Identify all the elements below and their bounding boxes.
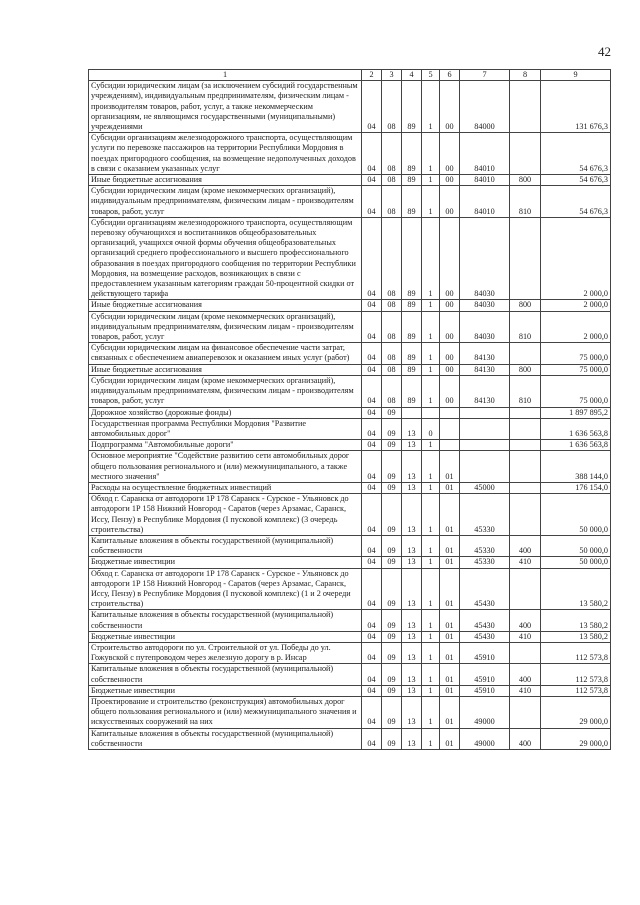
row-name: Субсидии юридическим лицам (кроме некоммерческих организаций), индивидуальным предпринимателям, физическим лицам - производителям товаров, работ, услуг	[89, 311, 362, 343]
program-code: 13	[402, 482, 422, 493]
section-code: 04	[362, 631, 382, 642]
section-code: 04	[362, 482, 382, 493]
amount-cell: 388 144,0	[541, 451, 611, 483]
expense-type-code	[510, 494, 541, 536]
table-row	[89, 407, 611, 418]
amount-cell: 54 676,3	[541, 186, 611, 218]
subsection-code: 08	[382, 186, 402, 218]
table-row	[89, 343, 611, 364]
subprogram-code: 1	[422, 300, 440, 311]
amount-cell: 50 000,0	[541, 494, 611, 536]
amount-cell: 112 573,8	[541, 685, 611, 696]
program-code: 89	[402, 133, 422, 175]
subprogram-code: 1	[422, 311, 440, 343]
row-name: Субсидии организациям железнодорожного транспорта, осуществляющим перевозку обучающихся и воспитанников общеобразовательных организаций, учащихся очной формы обучения общеобразовательных организаций среднего профессионального и высшего профессионального образования в поездах пригородного сообщения по территории Республики Мордовия, на возмещение расходов, возникающих в связи с предоставлением указанным категориям граждан 50-процентной скидки от действующего тарифа	[89, 217, 362, 300]
subprogram-code: 1	[422, 610, 440, 631]
budget-table	[88, 69, 611, 750]
subprogram-code: 1	[422, 494, 440, 536]
event-code: 00	[440, 343, 460, 364]
subsection-code: 09	[382, 696, 402, 728]
expense-type-code	[510, 568, 541, 610]
table-row	[89, 300, 611, 311]
subsection-code: 09	[382, 451, 402, 483]
row-name: Субсидии юридическим лицам (кроме некоммерческих организаций), индивидуальным предпринимателям, физическим лицам - производителям товаров, работ, услуг	[89, 375, 362, 407]
table-row	[89, 364, 611, 375]
table-row	[89, 568, 611, 610]
subprogram-code: 1	[422, 696, 440, 728]
expense-type-code	[510, 418, 541, 439]
subprogram-code: 1	[422, 364, 440, 375]
amount-cell: 1 636 563,8	[541, 440, 611, 451]
direction-code	[460, 451, 510, 483]
expense-type-code: 810	[510, 375, 541, 407]
page-number: 42	[598, 44, 611, 59]
section-code: 04	[362, 696, 382, 728]
subsection-code: 09	[382, 557, 402, 568]
amount-cell: 13 580,2	[541, 631, 611, 642]
subprogram-code: 1	[422, 685, 440, 696]
table-row	[89, 375, 611, 407]
event-code: 00	[440, 375, 460, 407]
section-code: 04	[362, 217, 382, 300]
subsection-code: 09	[382, 631, 402, 642]
row-name: Обход г. Саранска от автодороги 1Р 178 Саранск - Сурское - Ульяновск до автодороги 1Р 158 Нижний Новгород - Саратов (через Арзамас, Саранск, Иссу, Пензу) в Республике Мордовия (I пусковой комплекс) (1 и 2 очереди строительства)	[89, 568, 362, 610]
amount-cell: 112 573,8	[541, 642, 611, 663]
section-code: 04	[362, 728, 382, 749]
row-name: Капитальные вложения в объекты государственной (муниципальной) собственности	[89, 535, 362, 556]
table-row	[89, 664, 611, 685]
expense-type-code: 810	[510, 311, 541, 343]
program-code: 89	[402, 343, 422, 364]
row-name: Субсидии юридическим лицам (кроме некоммерческих организаций), индивидуальным предпринимателям, физическим лицам - производителям товаров, работ, услуг	[89, 186, 362, 218]
column-header: 2	[362, 70, 382, 81]
subprogram-code: 1	[422, 642, 440, 663]
program-code: 13	[402, 451, 422, 483]
event-code: 01	[440, 685, 460, 696]
section-code: 04	[362, 664, 382, 685]
subsection-code: 08	[382, 300, 402, 311]
expense-type-code: 800	[510, 300, 541, 311]
amount-cell: 54 676,3	[541, 133, 611, 175]
subprogram-code: 1	[422, 175, 440, 186]
subprogram-code: 1	[422, 664, 440, 685]
table-row	[89, 418, 611, 439]
table-row	[89, 610, 611, 631]
event-code: 00	[440, 217, 460, 300]
subsection-code: 08	[382, 81, 402, 133]
direction-code: 84010	[460, 186, 510, 218]
section-code: 04	[362, 557, 382, 568]
table-row	[89, 186, 611, 218]
section-code: 04	[362, 535, 382, 556]
program-code: 13	[402, 610, 422, 631]
event-code: 00	[440, 311, 460, 343]
expense-type-code	[510, 696, 541, 728]
row-name: Подпрограмма "Автомобильные дороги"	[89, 440, 362, 451]
program-code: 89	[402, 375, 422, 407]
direction-code	[460, 418, 510, 439]
row-name: Иные бюджетные ассигнования	[89, 300, 362, 311]
program-code: 13	[402, 568, 422, 610]
amount-cell: 50 000,0	[541, 535, 611, 556]
direction-code: 45000	[460, 482, 510, 493]
program-code: 13	[402, 685, 422, 696]
subsection-code: 09	[382, 642, 402, 663]
section-code: 04	[362, 343, 382, 364]
subsection-code: 08	[382, 217, 402, 300]
subprogram-code: 1	[422, 343, 440, 364]
section-code: 04	[362, 685, 382, 696]
program-code: 13	[402, 494, 422, 536]
direction-code	[460, 440, 510, 451]
direction-code: 45430	[460, 631, 510, 642]
program-code: 13	[402, 418, 422, 439]
direction-code: 49000	[460, 728, 510, 749]
amount-cell: 54 676,3	[541, 175, 611, 186]
direction-code: 45430	[460, 568, 510, 610]
direction-code: 84030	[460, 300, 510, 311]
subprogram-code: 1	[422, 440, 440, 451]
event-code: 00	[440, 364, 460, 375]
subprogram-code: 1	[422, 451, 440, 483]
subprogram-code: 1	[422, 375, 440, 407]
section-code: 04	[362, 133, 382, 175]
subsection-code: 08	[382, 133, 402, 175]
amount-cell: 75 000,0	[541, 364, 611, 375]
subprogram-code: 1	[422, 133, 440, 175]
row-name: Иные бюджетные ассигнования	[89, 175, 362, 186]
amount-cell: 176 154,0	[541, 482, 611, 493]
amount-cell: 50 000,0	[541, 557, 611, 568]
table-row	[89, 494, 611, 536]
program-code: 13	[402, 440, 422, 451]
subsection-code: 09	[382, 685, 402, 696]
subprogram-code: 0	[422, 418, 440, 439]
program-code: 89	[402, 186, 422, 218]
event-code	[440, 418, 460, 439]
expense-type-code	[510, 642, 541, 663]
subsection-code: 09	[382, 535, 402, 556]
expense-type-code: 400	[510, 664, 541, 685]
direction-code: 45330	[460, 557, 510, 568]
program-code: 13	[402, 642, 422, 663]
amount-cell: 29 000,0	[541, 728, 611, 749]
table-row	[89, 81, 611, 133]
section-code: 04	[362, 407, 382, 418]
expense-type-code: 410	[510, 631, 541, 642]
column-header: 3	[382, 70, 402, 81]
event-code: 01	[440, 664, 460, 685]
expense-type-code: 400	[510, 728, 541, 749]
column-header: 1	[89, 70, 362, 81]
event-code: 01	[440, 642, 460, 663]
subsection-code: 08	[382, 175, 402, 186]
expense-type-code: 410	[510, 557, 541, 568]
subprogram-code: 1	[422, 557, 440, 568]
amount-cell: 2 000,0	[541, 300, 611, 311]
program-code: 13	[402, 728, 422, 749]
expense-type-code	[510, 81, 541, 133]
subsection-code: 09	[382, 664, 402, 685]
table-row	[89, 696, 611, 728]
expense-type-code: 400	[510, 535, 541, 556]
event-code: 00	[440, 186, 460, 218]
subprogram-code: 1	[422, 186, 440, 218]
direction-code: 84000	[460, 81, 510, 133]
subprogram-code: 1	[422, 728, 440, 749]
row-name: Обход г. Саранска от автодороги 1Р 178 Саранск - Сурское - Ульяновск до автодороги 1Р 158 Нижний Новгород - Саратов (через Арзамас, Саранск, Иссу, Пензу) в Республике Мордовия (I пусковой комплекс) (3 очередь строительства)	[89, 494, 362, 536]
section-code: 04	[362, 451, 382, 483]
amount-cell: 1 897 895,2	[541, 407, 611, 418]
program-code: 89	[402, 364, 422, 375]
program-code: 13	[402, 557, 422, 568]
amount-cell: 112 573,8	[541, 664, 611, 685]
column-header: 5	[422, 70, 440, 81]
table-row	[89, 451, 611, 483]
event-code: 01	[440, 535, 460, 556]
section-code: 04	[362, 300, 382, 311]
event-code: 01	[440, 557, 460, 568]
row-name: Капитальные вложения в объекты государственной (муниципальной) собственности	[89, 664, 362, 685]
event-code: 00	[440, 175, 460, 186]
direction-code: 84030	[460, 311, 510, 343]
subsection-code: 09	[382, 482, 402, 493]
direction-code: 84130	[460, 375, 510, 407]
event-code: 01	[440, 451, 460, 483]
amount-cell: 75 000,0	[541, 375, 611, 407]
program-code: 13	[402, 535, 422, 556]
direction-code: 45910	[460, 685, 510, 696]
table-body	[89, 81, 611, 750]
row-name: Иные бюджетные ассигнования	[89, 364, 362, 375]
direction-code: 45330	[460, 494, 510, 536]
table-row	[89, 482, 611, 493]
subprogram-code: 1	[422, 568, 440, 610]
subsection-code: 08	[382, 343, 402, 364]
amount-cell: 131 676,3	[541, 81, 611, 133]
table-row	[89, 642, 611, 663]
subprogram-code: 1	[422, 535, 440, 556]
table-row	[89, 535, 611, 556]
subsection-code: 08	[382, 311, 402, 343]
event-code: 00	[440, 81, 460, 133]
event-code	[440, 407, 460, 418]
direction-code: 84010	[460, 133, 510, 175]
section-code: 04	[362, 186, 382, 218]
program-code: 89	[402, 217, 422, 300]
subsection-code: 09	[382, 610, 402, 631]
subsection-code: 08	[382, 364, 402, 375]
row-name: Субсидии юридическим лицам на финансовое обеспечение части затрат, связанных с обеспечением авиаперевозок и оказанием иных услуг (работ)	[89, 343, 362, 364]
section-code: 04	[362, 375, 382, 407]
section-code: 04	[362, 364, 382, 375]
event-code: 01	[440, 568, 460, 610]
direction-code: 45430	[460, 610, 510, 631]
direction-code: 84010	[460, 175, 510, 186]
event-code: 01	[440, 631, 460, 642]
subsection-code: 09	[382, 728, 402, 749]
amount-cell: 2 000,0	[541, 217, 611, 300]
amount-cell: 75 000,0	[541, 343, 611, 364]
subprogram-code	[422, 407, 440, 418]
row-name: Основное мероприятие "Содействие развитию сети автомобильных дорог общего пользования регионального и (или) межмуниципального, а также местного значения"	[89, 451, 362, 483]
amount-cell: 13 580,2	[541, 610, 611, 631]
direction-code: 84130	[460, 364, 510, 375]
section-code: 04	[362, 568, 382, 610]
section-code: 04	[362, 610, 382, 631]
column-header: 8	[510, 70, 541, 81]
subprogram-code: 1	[422, 482, 440, 493]
event-code: 01	[440, 610, 460, 631]
expense-type-code	[510, 343, 541, 364]
column-header: 4	[402, 70, 422, 81]
expense-type-code: 800	[510, 175, 541, 186]
expense-type-code	[510, 407, 541, 418]
row-name: Дорожное хозяйство (дорожные фонды)	[89, 407, 362, 418]
subprogram-code: 1	[422, 81, 440, 133]
section-code: 04	[362, 81, 382, 133]
direction-code	[460, 407, 510, 418]
amount-cell: 13 580,2	[541, 568, 611, 610]
subprogram-code: 1	[422, 631, 440, 642]
program-code: 89	[402, 300, 422, 311]
table-row	[89, 631, 611, 642]
direction-code: 84030	[460, 217, 510, 300]
direction-code: 49000	[460, 696, 510, 728]
row-name: Расходы на осуществление бюджетных инвестиций	[89, 482, 362, 493]
subsection-code: 09	[382, 440, 402, 451]
table-row	[89, 175, 611, 186]
program-code: 89	[402, 311, 422, 343]
section-code: 04	[362, 642, 382, 663]
program-code: 89	[402, 175, 422, 186]
row-name: Государственная программа Республики Мордовия "Развитие автомобильных дорог"	[89, 418, 362, 439]
row-name: Субсидии юридическим лицам (за исключением субсидий государственным учреждениям), индивидуальным предпринимателям, физическим лицам - производителям товаров, работ, услуг, а также некоммерческим организациям, не являющимся государственными (муниципальными) учреждениями	[89, 81, 362, 133]
direction-code: 84130	[460, 343, 510, 364]
section-code: 04	[362, 494, 382, 536]
section-code: 04	[362, 311, 382, 343]
column-header: 9	[541, 70, 611, 81]
program-code: 13	[402, 696, 422, 728]
expense-type-code	[510, 440, 541, 451]
expense-type-code	[510, 217, 541, 300]
event-code: 00	[440, 133, 460, 175]
table-row	[89, 440, 611, 451]
program-code	[402, 407, 422, 418]
direction-code: 45910	[460, 642, 510, 663]
row-name: Капитальные вложения в объекты государственной (муниципальной) собственности	[89, 728, 362, 749]
expense-type-code	[510, 451, 541, 483]
expense-type-code: 410	[510, 685, 541, 696]
column-header: 7	[460, 70, 510, 81]
row-name: Субсидии организациям железнодорожного транспорта, осуществляющим услуги по перевозке пассажиров на территории Республики Мордовия в поездах пригородного сообщения, на возмещение недополученных доходов в связи с оказанием указанных услуг	[89, 133, 362, 175]
table-row	[89, 685, 611, 696]
event-code: 00	[440, 300, 460, 311]
column-header: 6	[440, 70, 460, 81]
subsection-code: 09	[382, 407, 402, 418]
subsection-code: 09	[382, 568, 402, 610]
amount-cell: 1 636 563,8	[541, 418, 611, 439]
subsection-code: 08	[382, 375, 402, 407]
section-code: 04	[362, 440, 382, 451]
subprogram-code: 1	[422, 217, 440, 300]
subsection-code: 09	[382, 494, 402, 536]
table-row	[89, 728, 611, 749]
program-code: 13	[402, 664, 422, 685]
amount-cell: 29 000,0	[541, 696, 611, 728]
table-row	[89, 557, 611, 568]
expense-type-code: 810	[510, 186, 541, 218]
expense-type-code	[510, 133, 541, 175]
table-row	[89, 311, 611, 343]
program-code: 89	[402, 81, 422, 133]
row-name: Бюджетные инвестиции	[89, 557, 362, 568]
event-code: 01	[440, 728, 460, 749]
table-row	[89, 133, 611, 175]
section-code: 04	[362, 175, 382, 186]
expense-type-code	[510, 482, 541, 493]
table-row	[89, 217, 611, 300]
row-name: Бюджетные инвестиции	[89, 685, 362, 696]
expense-type-code: 400	[510, 610, 541, 631]
row-name: Бюджетные инвестиции	[89, 631, 362, 642]
direction-code: 45330	[460, 535, 510, 556]
subsection-code: 09	[382, 418, 402, 439]
event-code: 01	[440, 696, 460, 728]
program-code: 13	[402, 631, 422, 642]
amount-cell: 2 000,0	[541, 311, 611, 343]
event-code: 01	[440, 494, 460, 536]
row-name: Капитальные вложения в объекты государственной (муниципальной) собственности	[89, 610, 362, 631]
section-code: 04	[362, 418, 382, 439]
event-code: 01	[440, 482, 460, 493]
row-name: Строительство автодороги по ул. Строительной от ул. Победы до ул. Гожувской с путепроводом через железную дорогу в р. Инсар	[89, 642, 362, 663]
expense-type-code: 800	[510, 364, 541, 375]
row-name: Проектирование и строительство (реконструкция) автомобильных дорог общего пользования регионального и (или) межмуниципального значения и искусственных сооружений на них	[89, 696, 362, 728]
direction-code: 45910	[460, 664, 510, 685]
table-header-row	[89, 70, 611, 81]
event-code	[440, 440, 460, 451]
